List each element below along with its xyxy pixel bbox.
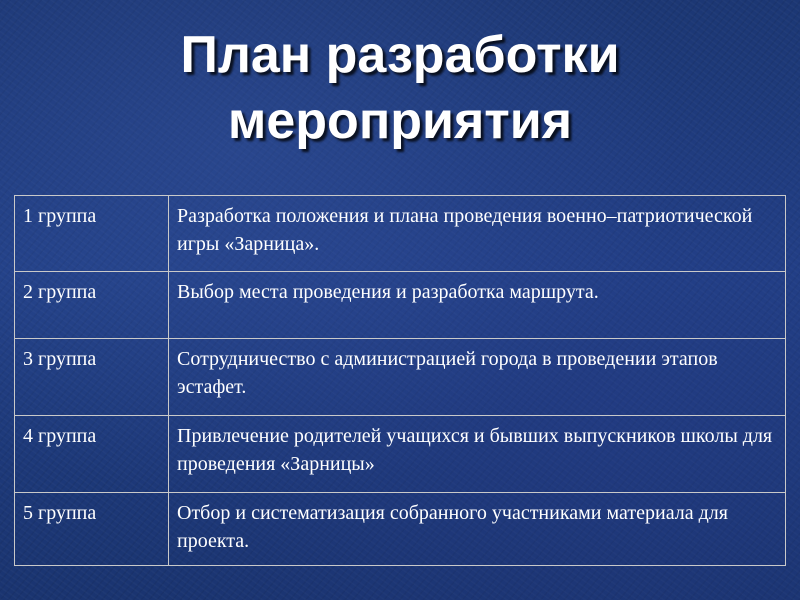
task-cell: Привлечение родителей учащихся и бывших выпускников школы для проведения «Зарницы» xyxy=(169,416,786,493)
table-row xyxy=(15,196,786,272)
plan-table xyxy=(14,195,786,566)
group-cell: 3 группа xyxy=(15,339,169,416)
group-cell: 4 группа xyxy=(15,416,169,493)
group-cell: 1 группа xyxy=(15,196,169,272)
group-cell: 2 группа xyxy=(15,272,169,339)
slide-title-line-1: План разработки xyxy=(180,26,620,84)
table-row xyxy=(15,272,786,339)
group-cell: 5 группа xyxy=(15,493,169,566)
task-cell: Выбор места проведения и разработка маршрута. xyxy=(169,272,786,339)
table-row xyxy=(15,416,786,493)
table-row xyxy=(15,493,786,566)
task-cell: Разработка положения и плана проведения военно–патриотической игры «Зарница». xyxy=(169,196,786,272)
slide-title-line-2: мероприятия xyxy=(227,92,573,150)
task-cell: Отбор и систематизация собранного участниками материала для проекта. xyxy=(169,493,786,566)
slide-title xyxy=(0,22,800,154)
task-cell: Сотрудничество с администрацией города в проведении этапов эстафет. xyxy=(169,339,786,416)
table-row xyxy=(15,339,786,416)
